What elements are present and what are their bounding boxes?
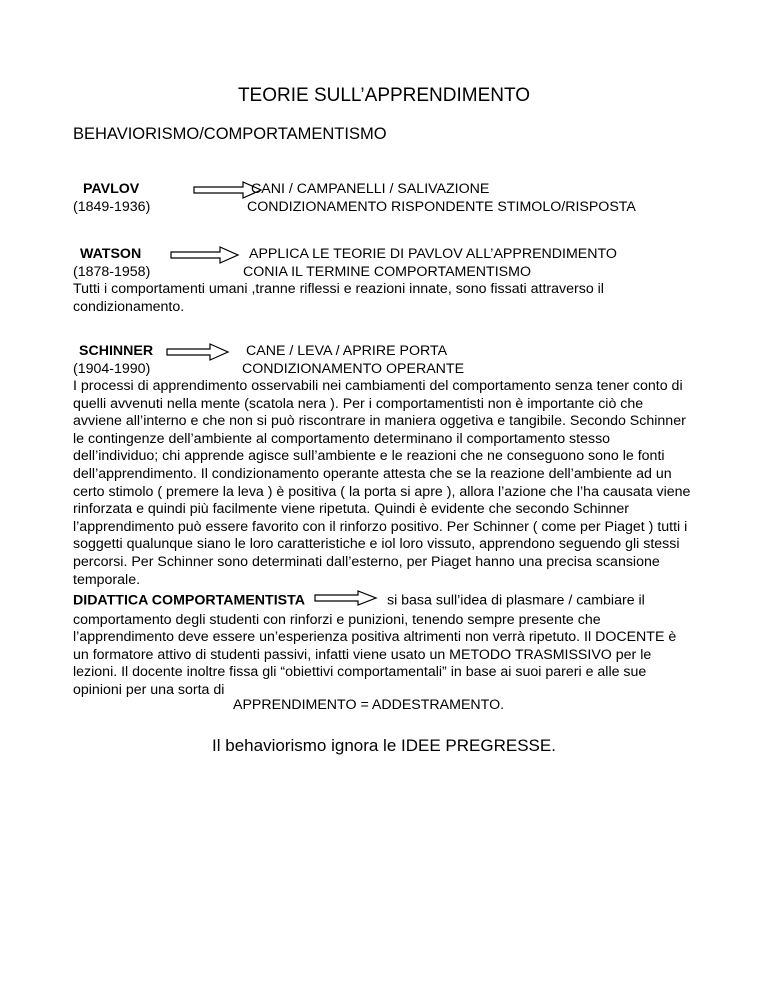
schinner-name: SCHINNER bbox=[79, 343, 154, 359]
didattica-block bbox=[73, 590, 693, 700]
didattica-arrow-wrap bbox=[305, 590, 387, 612]
section-title: BEHAVIORISMO/COMPORTAMENTISMO bbox=[73, 125, 387, 143]
pavlov-line1: CANI / CAMPANELLI / SALIVAZIONE bbox=[251, 181, 490, 197]
watson-text bbox=[73, 281, 693, 316]
didattica-paragraph bbox=[73, 590, 693, 700]
document-title: TEORIE SULL’APPRENDIMENTO bbox=[237, 85, 531, 106]
watson-arrow-icon bbox=[170, 246, 240, 264]
didattica-text: si basa sull’idea di plasmare / cambiare il comportamento degli studenti con rinforzi e punizioni, tenendo sempre presente che l’apprendimento deve essere un’esperienza positiva altrimenti non verrà ripetuto. Il DOCENTE è un formatore attivo di studenti passivi, infatti viene usato un METODO TRASMISSIVO per le lezioni. Il docente inoltre fissa gli “obiettivi comportamentali” in base ai suoi pareri e alle sue opinioni per una sorta di bbox=[73, 592, 677, 698]
schinner-line2: CONDIZIONAMENTO OPERANTE bbox=[242, 361, 465, 377]
didattica-heading: DIDATTICA COMPORTAMENTISTA bbox=[73, 592, 305, 609]
pavlov-years: (1849-1936) bbox=[73, 199, 151, 215]
watson-line2: CONIA IL TERMINE COMPORTAMENTISMO bbox=[243, 264, 531, 280]
schinner-arrow-icon bbox=[166, 343, 230, 361]
schinner-line1: CANE / LEVA / APRIRE PORTA bbox=[246, 343, 448, 359]
pavlov-line2: CONDIZIONAMENTO RISPONDENTE STIMOLO/RISPOSTA bbox=[247, 199, 636, 215]
didattica-arrow-icon bbox=[314, 590, 378, 606]
pavlov-name: PAVLOV bbox=[83, 181, 140, 197]
watson-name: WATSON bbox=[80, 246, 142, 262]
schinner-paragraph: I processi di apprendimento osservabili nei cambiamenti del comportamento senza tener conto di quelli avvenuti nella mente (scatola nera ). Per i comportamentisti non è importante ciò che avviene all’interno e che non si può riscontrare in maniera oggetiva e tangibile. Secondo Schinner le contingenze dell’ambiente al comportamento determinano il comportamento stesso dell’individuo; chi apprende agisce sull’ambiente e le reazioni che ne conseguono sono le fonti dell’apprendimento. Il condizionamento operante attesta che se la reazione dell’ambiente ad un certo stimolo ( premere la leva ) è positiva ( la porta si apre ), allora l’azione che l’ha causata viene rinforzata e quindi più facilmente viene ripetuta. Quindi è evidente che secondo Schinner l’apprendimento può essere favorito con il rinforzo positivo. Per Schinner ( come per Piaget ) tutti i soggetti qualunque siano le loro caratteristiche e iol loro vissuto, apprendono seguendo gli stessi percorsi. Per Schinner sono determinati dall’esterno, per Piaget hanno una precisa scansione temporale. bbox=[73, 378, 691, 588]
watson-years: (1878-1958) bbox=[73, 264, 151, 280]
didattica-equation: APPRENDIMENTO = ADDESTRAMENTO. bbox=[233, 697, 505, 713]
watson-paragraph: Tutti i comportamenti umani ,tranne riflessi e reazioni innate, sono fissati attraverso il condizionamento. bbox=[73, 281, 604, 315]
closing-statement: Il behaviorismo ignora le IDEE PREGRESSE. bbox=[212, 736, 556, 755]
schinner-text bbox=[73, 378, 693, 589]
watson-line1: APPLICA LE TEORIE DI PAVLOV ALL’APPRENDIMENTO bbox=[249, 246, 617, 262]
schinner-years: (1904-1990) bbox=[73, 361, 151, 377]
